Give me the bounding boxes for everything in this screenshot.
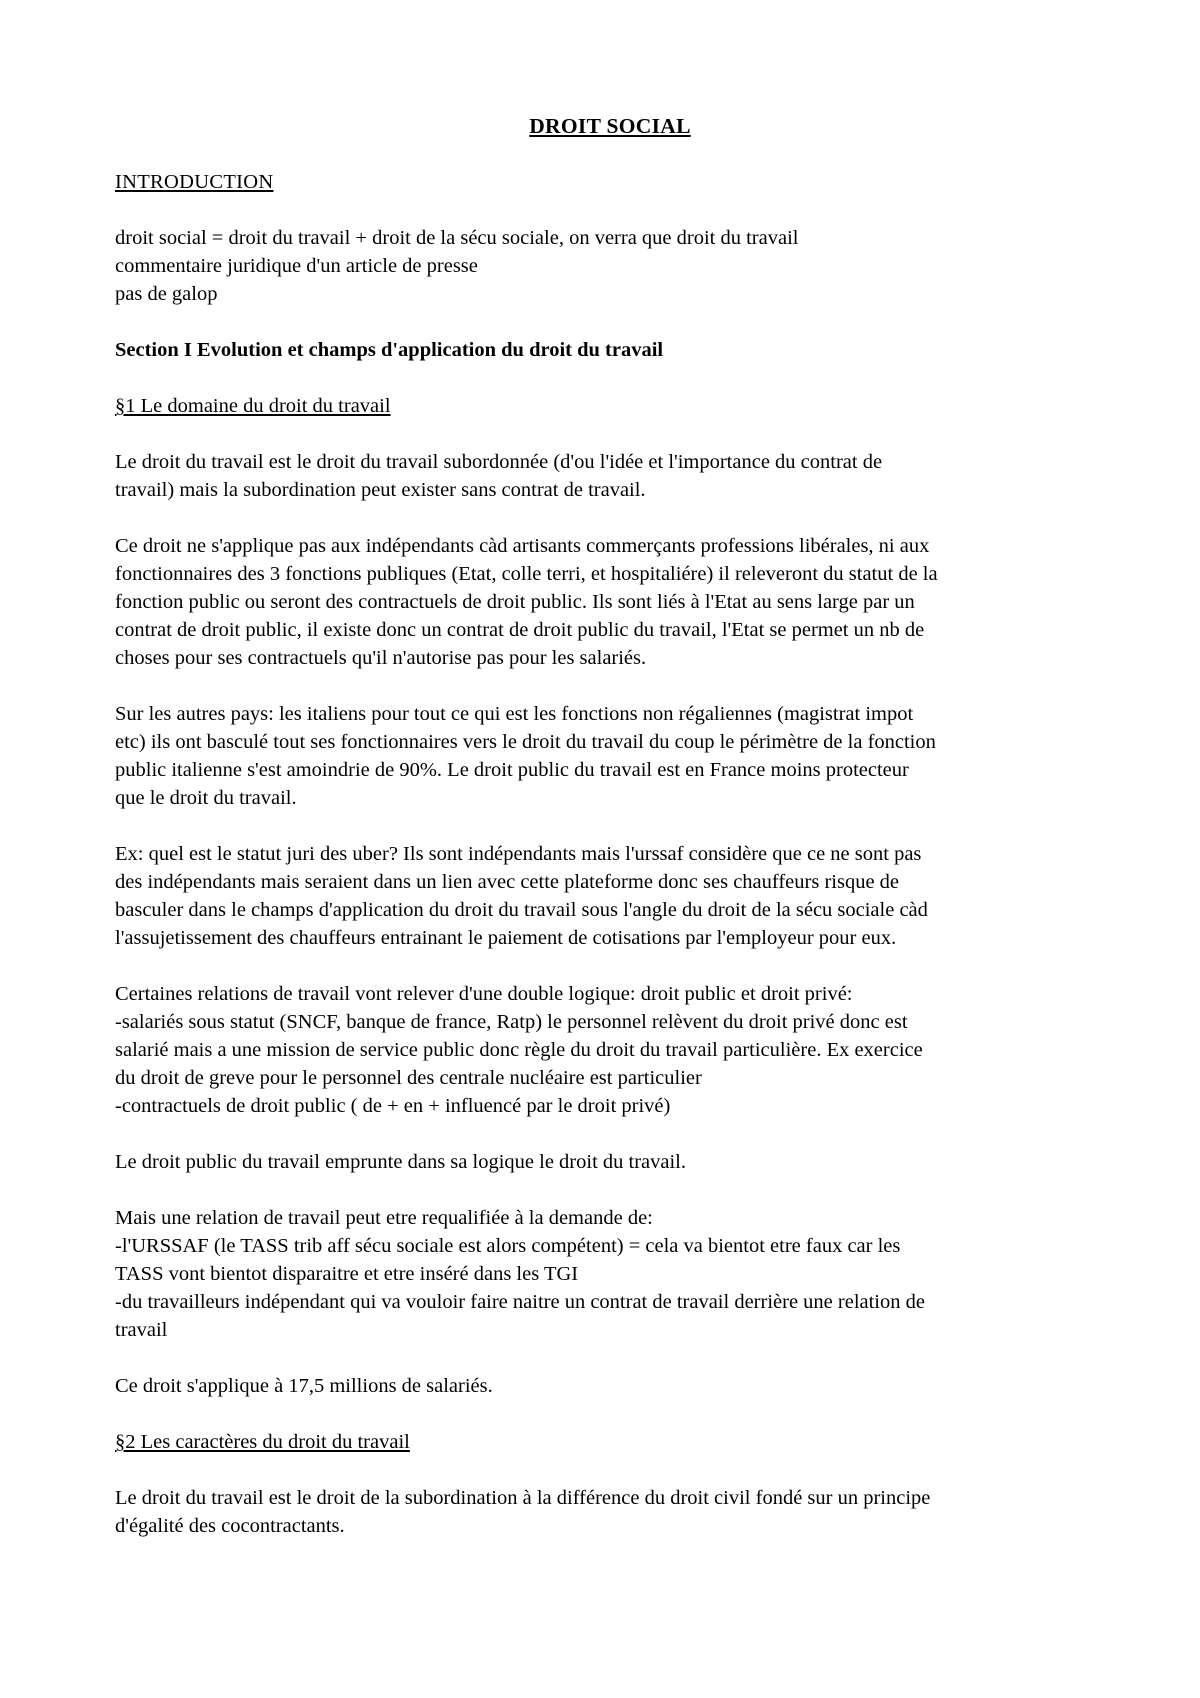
introduction-heading: INTRODUCTION [115, 171, 274, 193]
text-line: Ce droit s'applique à 17,5 millions de salariés. [115, 1375, 493, 1397]
paragraph [115, 1148, 1105, 1176]
text-line: des indépendants mais seraient dans un lien avec cette plateforme donc ses chauffeurs risque de [115, 871, 900, 893]
text-line: Mais une relation de travail peut etre requalifiée à la demande de: [115, 1207, 653, 1229]
paragraph [115, 700, 1105, 812]
subsection-2-body [115, 1484, 1105, 1540]
text-line: Sur les autres pays: les italiens pour tout ce qui est les fonctions non régaliennes (magistrat impot [115, 703, 914, 725]
text-line: basculer dans le champs d'application du droit du travail sous l'angle du droit de la sécu sociale càd [115, 899, 928, 921]
paragraph [115, 1484, 1105, 1540]
text-line: commentaire juridique d'un article de presse [115, 255, 478, 277]
text-line: etc) ils ont basculé tout ses fonctionnaires vers le droit du travail du coup le périmètre de la fonction [115, 731, 936, 753]
text-line: TASS vont bientot disparaitre et etre inséré dans les TGI [115, 1263, 579, 1285]
text-line: d'égalité des cocontractants. [115, 1515, 345, 1537]
text-line: Ce droit ne s'applique pas aux indépendants càd artisants commerçants professions libérales, ni aux [115, 535, 930, 557]
text-line: salarié mais a une mission de service public donc règle du droit du travail particulière. Ex exercice [115, 1039, 923, 1061]
text-line: fonctionnaires des 3 fonctions publiques (Etat, colle terri, et hospitaliére) il releveront du statut de la [115, 563, 938, 585]
text-line: Ex: quel est le statut juri des uber? Ils sont indépendants mais l'urssaf considère que ce ne sont pas [115, 843, 922, 865]
document-title: DROIT SOCIAL [529, 114, 691, 138]
text-line: Le droit du travail est le droit du travail subordonnée (d'ou l'idée et l'importance du contrat de [115, 451, 883, 473]
subsection-heading-1: §1 Le domaine du droit du travail [115, 395, 391, 417]
paragraph [115, 448, 1105, 504]
text-line: travail) mais la subordination peut exister sans contrat de travail. [115, 479, 646, 501]
subsection-1-body [115, 448, 1105, 1400]
document-content [115, 112, 1105, 1568]
paragraph [115, 532, 1105, 672]
text-line: pas de galop [115, 283, 218, 305]
text-line: -l'URSSAF (le TASS trib aff sécu sociale est alors compétent) = cela va bientot etre faux car les [115, 1235, 901, 1257]
text-line: Certaines relations de travail vont relever d'une double logique: droit public et droit privé: [115, 983, 853, 1005]
text-line: Le droit public du travail emprunte dans sa logique le droit du travail. [115, 1151, 686, 1173]
text-line: l'assujetissement des chauffeurs entrainant le paiement de cotisations par l'employeur pour eux. [115, 927, 897, 949]
text-line: choses pour ses contractuels qu'il n'autorise pas pour les salariés. [115, 647, 647, 669]
text-line: droit social = droit du travail + droit de la sécu sociale, on verra que droit du travail [115, 227, 799, 249]
text-line: que le droit du travail. [115, 787, 297, 809]
text-line: -du travailleurs indépendant qui va vouloir faire naitre un contrat de travail derrière une relation de [115, 1291, 925, 1313]
subsection-heading-2: §2 Les caractères du droit du travail [115, 1431, 410, 1453]
paragraph [115, 840, 1105, 952]
text-line: travail [115, 1319, 168, 1341]
introduction-text [115, 224, 1105, 308]
paragraph [115, 1204, 1105, 1344]
paragraph [115, 980, 1105, 1120]
text-line: du droit de greve pour le personnel des centrale nucléaire est particulier [115, 1067, 702, 1089]
text-line: fonction public ou seront des contractuels de droit public. Ils sont liés à l'Etat au sens large par un [115, 591, 915, 613]
section-heading: Section I Evolution et champs d'application du droit du travail [115, 339, 664, 361]
text-line: contrat de droit public, il existe donc un contrat de droit public du travail, l'Etat se permet un nb de [115, 619, 925, 641]
text-line: -salariés sous statut (SNCF, banque de france, Ratp) le personnel relèvent du droit privé donc est [115, 1011, 908, 1033]
text-line: Le droit du travail est le droit de la subordination à la différence du droit civil fondé sur un principe [115, 1487, 931, 1509]
text-line: -contractuels de droit public ( de + en + influencé par le droit privé) [115, 1095, 671, 1117]
text-line: public italienne s'est amoindrie de 90%. Le droit public du travail est en France moins protecteur [115, 759, 909, 781]
paragraph [115, 1372, 1105, 1400]
